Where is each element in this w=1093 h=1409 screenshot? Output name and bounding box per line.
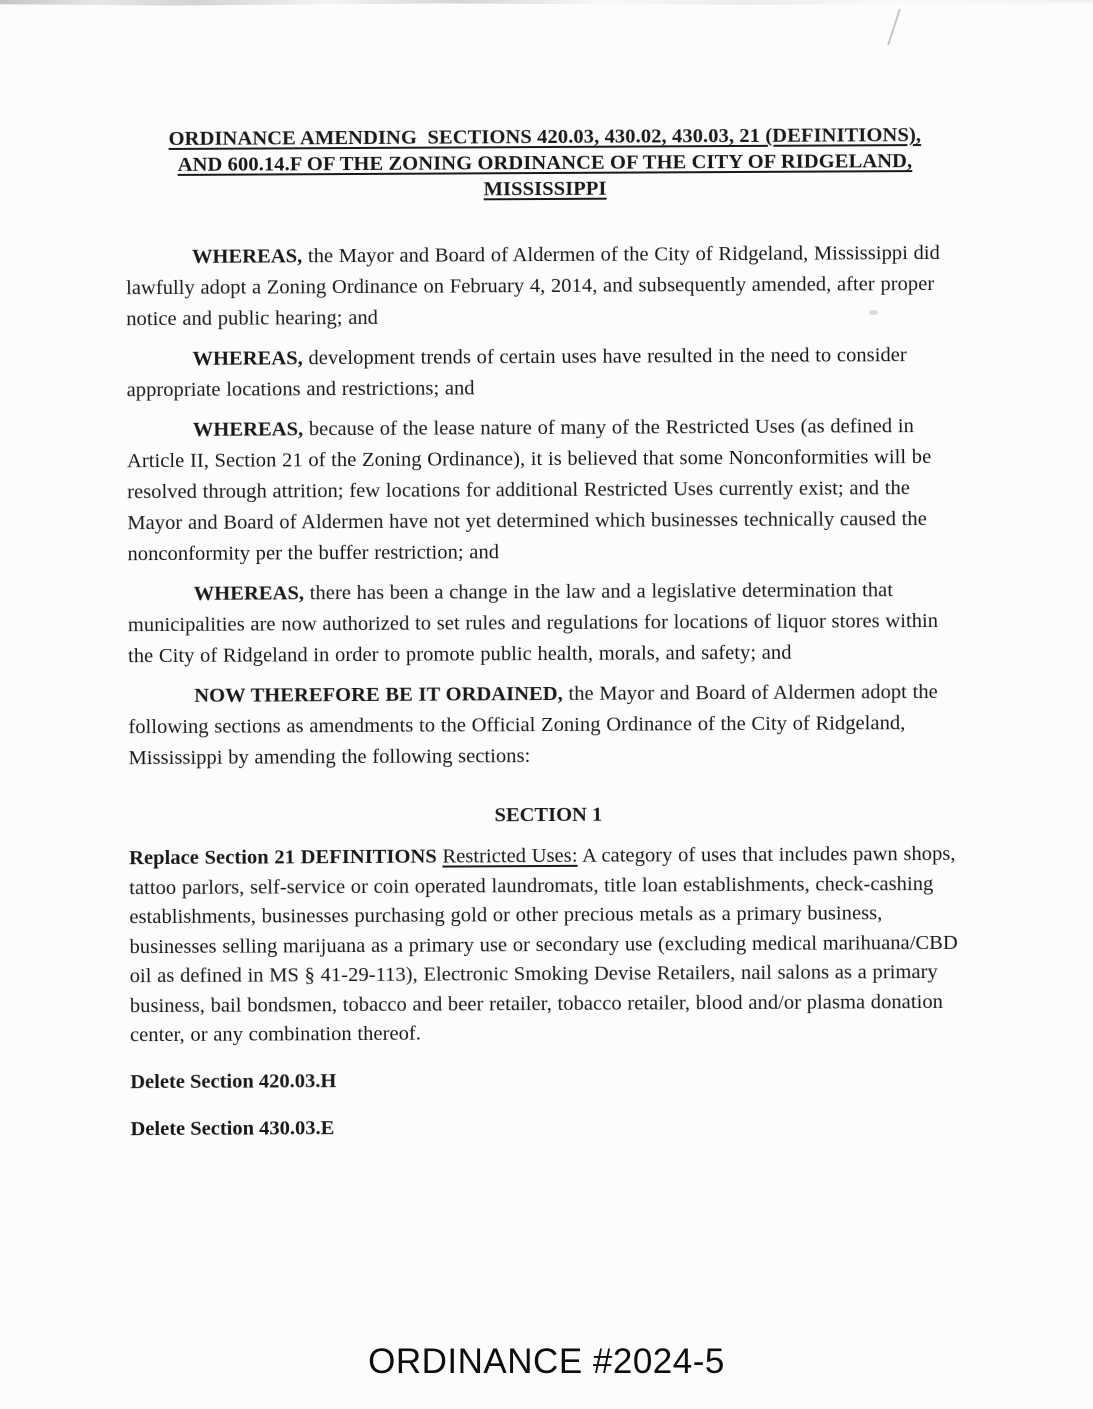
whereas-lead-2: WHEREAS, <box>192 347 303 370</box>
whereas-paragraph-3 <box>127 411 967 570</box>
replace-section-lead: Replace Section 21 DEFINITIONS <box>129 845 443 870</box>
restricted-uses-definition: A category of uses that includes pawn shops, tattoo parlors, self-service or coin operated laundromats, title loan establishments, check-cashing establishments, businesses purchasing gold or other precious metals as a primary business, businesses selling marijuana as a primary use or secondary use (excluding medical marihuana/CBD oil as defined in MS § 41-29-113), Electronic Smoking Devise Retailers, nail salons as a primary business, bail bondsmen, tobacco and beer retailer, tobacco retailer, blood and/or plasma donation center, or any combination thereof. <box>129 842 958 1047</box>
document-content <box>125 0 970 1144</box>
whereas-paragraph-2 <box>126 340 965 406</box>
ordained-text: the Mayor and Board of Aldermen adopt the following sections as amendments to the Official Zoning Ordinance of the City of Ridgeland, Mississippi by amending the following sections: <box>128 680 938 770</box>
document-title <box>125 122 964 204</box>
ordinance-number-footer: ORDINANCE #2024-5 <box>368 1342 725 1381</box>
title-line-3: MISSISSIPPI <box>483 177 607 201</box>
whereas-text-1: the Mayor and Board of Aldermen of the City of Ridgeland, Mississippi did lawfully adopt a Zoning Ordinance on February 4, 2014, and subsequently amended, after proper notice and public hearing; and <box>126 241 940 331</box>
title-line-1: ORDINANCE AMENDING SECTIONS 420.03, 430.02, 430.03, 21 (DEFINITIONS), <box>168 124 922 150</box>
delete-section-430-line: Delete Section 430.03.E <box>130 1116 335 1140</box>
whereas-lead-4: WHEREAS, <box>193 582 305 605</box>
whereas-paragraph-1 <box>126 238 965 335</box>
ordained-lead: NOW THEREFORE BE IT ORDAINED, <box>194 682 563 707</box>
section-1-heading: SECTION 1 <box>494 803 603 827</box>
whereas-lead-3: WHEREAS, <box>192 418 304 441</box>
ordained-paragraph <box>128 677 967 774</box>
replace-section-paragraph <box>129 840 969 1051</box>
whereas-text-3: because of the lease nature of many of the Restricted Uses (as defined in Article II, Section 21 of the Zoning Ordinance), it is believed that some Nonconformities will be resolved through attrition; few locations for additional Restricted Uses currently exist; and the Mayor and Board of Aldermen have not yet determined which businesses technically caused the nonconformity per the buffer restriction; and <box>126 415 932 566</box>
delete-section-420-line: Delete Section 420.03.H <box>130 1069 337 1093</box>
whereas-text-4: there has been a change in the law and a legislative determination that municipalities are now authorized to set rules and regulations for locations of liquor stores within the City of Ridgeland in order to promote public health, morals, and safety; and <box>127 579 939 668</box>
whereas-paragraph-4 <box>128 575 967 672</box>
title-line-2: AND 600.14.F OF THE ZONING ORDINANCE OF THE CITY OF RIDGELAND, <box>177 150 913 176</box>
whereas-lead-1: WHEREAS, <box>191 245 303 268</box>
restricted-uses-term: Restricted Uses: <box>442 844 578 868</box>
whereas-text-2: development trends of certain uses have resulted in the need to consider appropriate locations and restrictions; and <box>126 344 907 402</box>
